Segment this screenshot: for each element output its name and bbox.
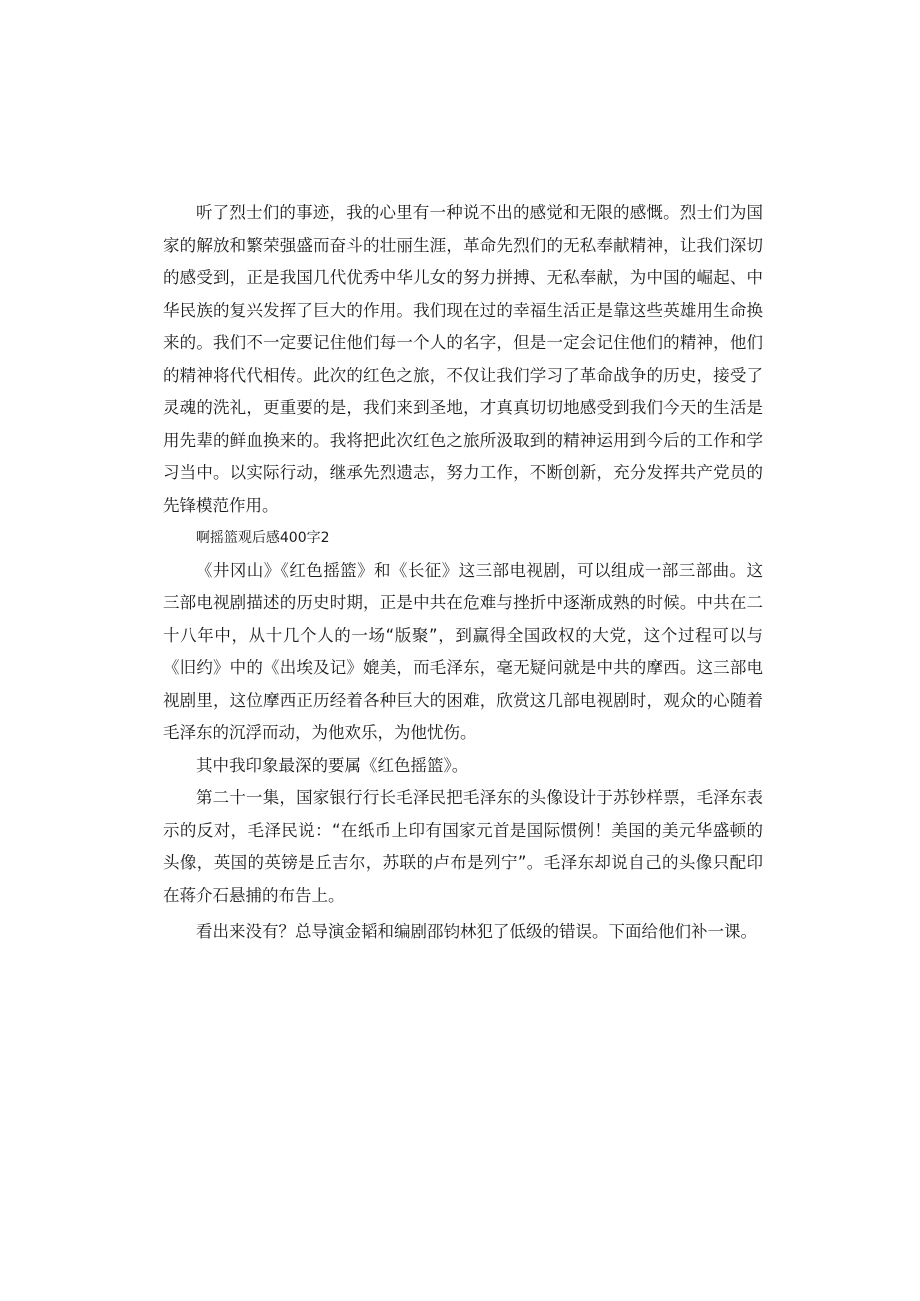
paragraph-mistake: 看出来没有？总导演金韬和编剧邵钧林犯了低级的错误。下面给他们补一课。	[196, 922, 757, 941]
paragraph-martyrs: 听了烈士们的事迹，我的心里有一种说不出的感觉和无限的感慨。烈士们为国家的解放和繁荣强盛而奋斗的壮丽生涯，革命先烈们的无私奉献精神，让我们深切的感受到，正是我国几代优秀中华儿女的努力拼搏、无私奉献，为中国的崛起、中华民族的复兴发挥了巨大的作用。我们现在过的幸福生活正是靠这些英雄用生命换来的。我们不一定要记住他们每一个人的名字，但是一定会记住他们的精神，他们的精神将代代相传。此次的红色之旅，不仅让我们学习了革命战争的历史，接受了灵魂的洗礼，更重要的是，我们来到圣地，才真真切切地感受到我们今天的生活是用先辈的鲜血换来的。我将把此次红色之旅所汲取到的精神运用到今后的工作和学习当中。以实际行动，继承先烈遗志，努力工作，不断创新，充分发挥共产党员的先锋模范作用。	[163, 203, 763, 515]
paragraph-impression: 其中我印象最深的要属《红色摇篮》。	[196, 755, 469, 775]
paragraph-trilogy: 《井冈山》《红色摇篮》和《长征》这三部电视剧，可以组成一部三部曲。这三部电视剧描述的历史时期，正是中共在危难与挫折中逐渐成熟的时候。中共在二十八年中，从十几个人的一场“版聚”，到赢得全国政权的大党，这个过程可以与《旧约》中的《出埃及记》媲美，而毛泽东，毫无疑问就是中共的摩西。这三部电视剧里，这位摩西正历经着各种巨大的困难，欣赏这几部电视剧时，观众的心随着毛泽东的沉浮而动，为他欢乐，为他忧伤。	[163, 560, 763, 742]
section-heading: 啊摇篮观后感400字2	[195, 530, 330, 546]
paragraph-episode-21: 第二十一集，国家银行行长毛泽民把毛泽东的头像设计于苏钞样票，毛泽东表示的反对，毛泽民说：“在纸币上印有国家元首是国际惯例！美国的美元华盛顿的头像，英国的英镑是丘吉尔，苏联的卢布是列宁”。毛泽东却说自己的头像只配印在蒋介石悬捕的布告上。	[163, 788, 763, 905]
document-body	[163, 197, 763, 949]
